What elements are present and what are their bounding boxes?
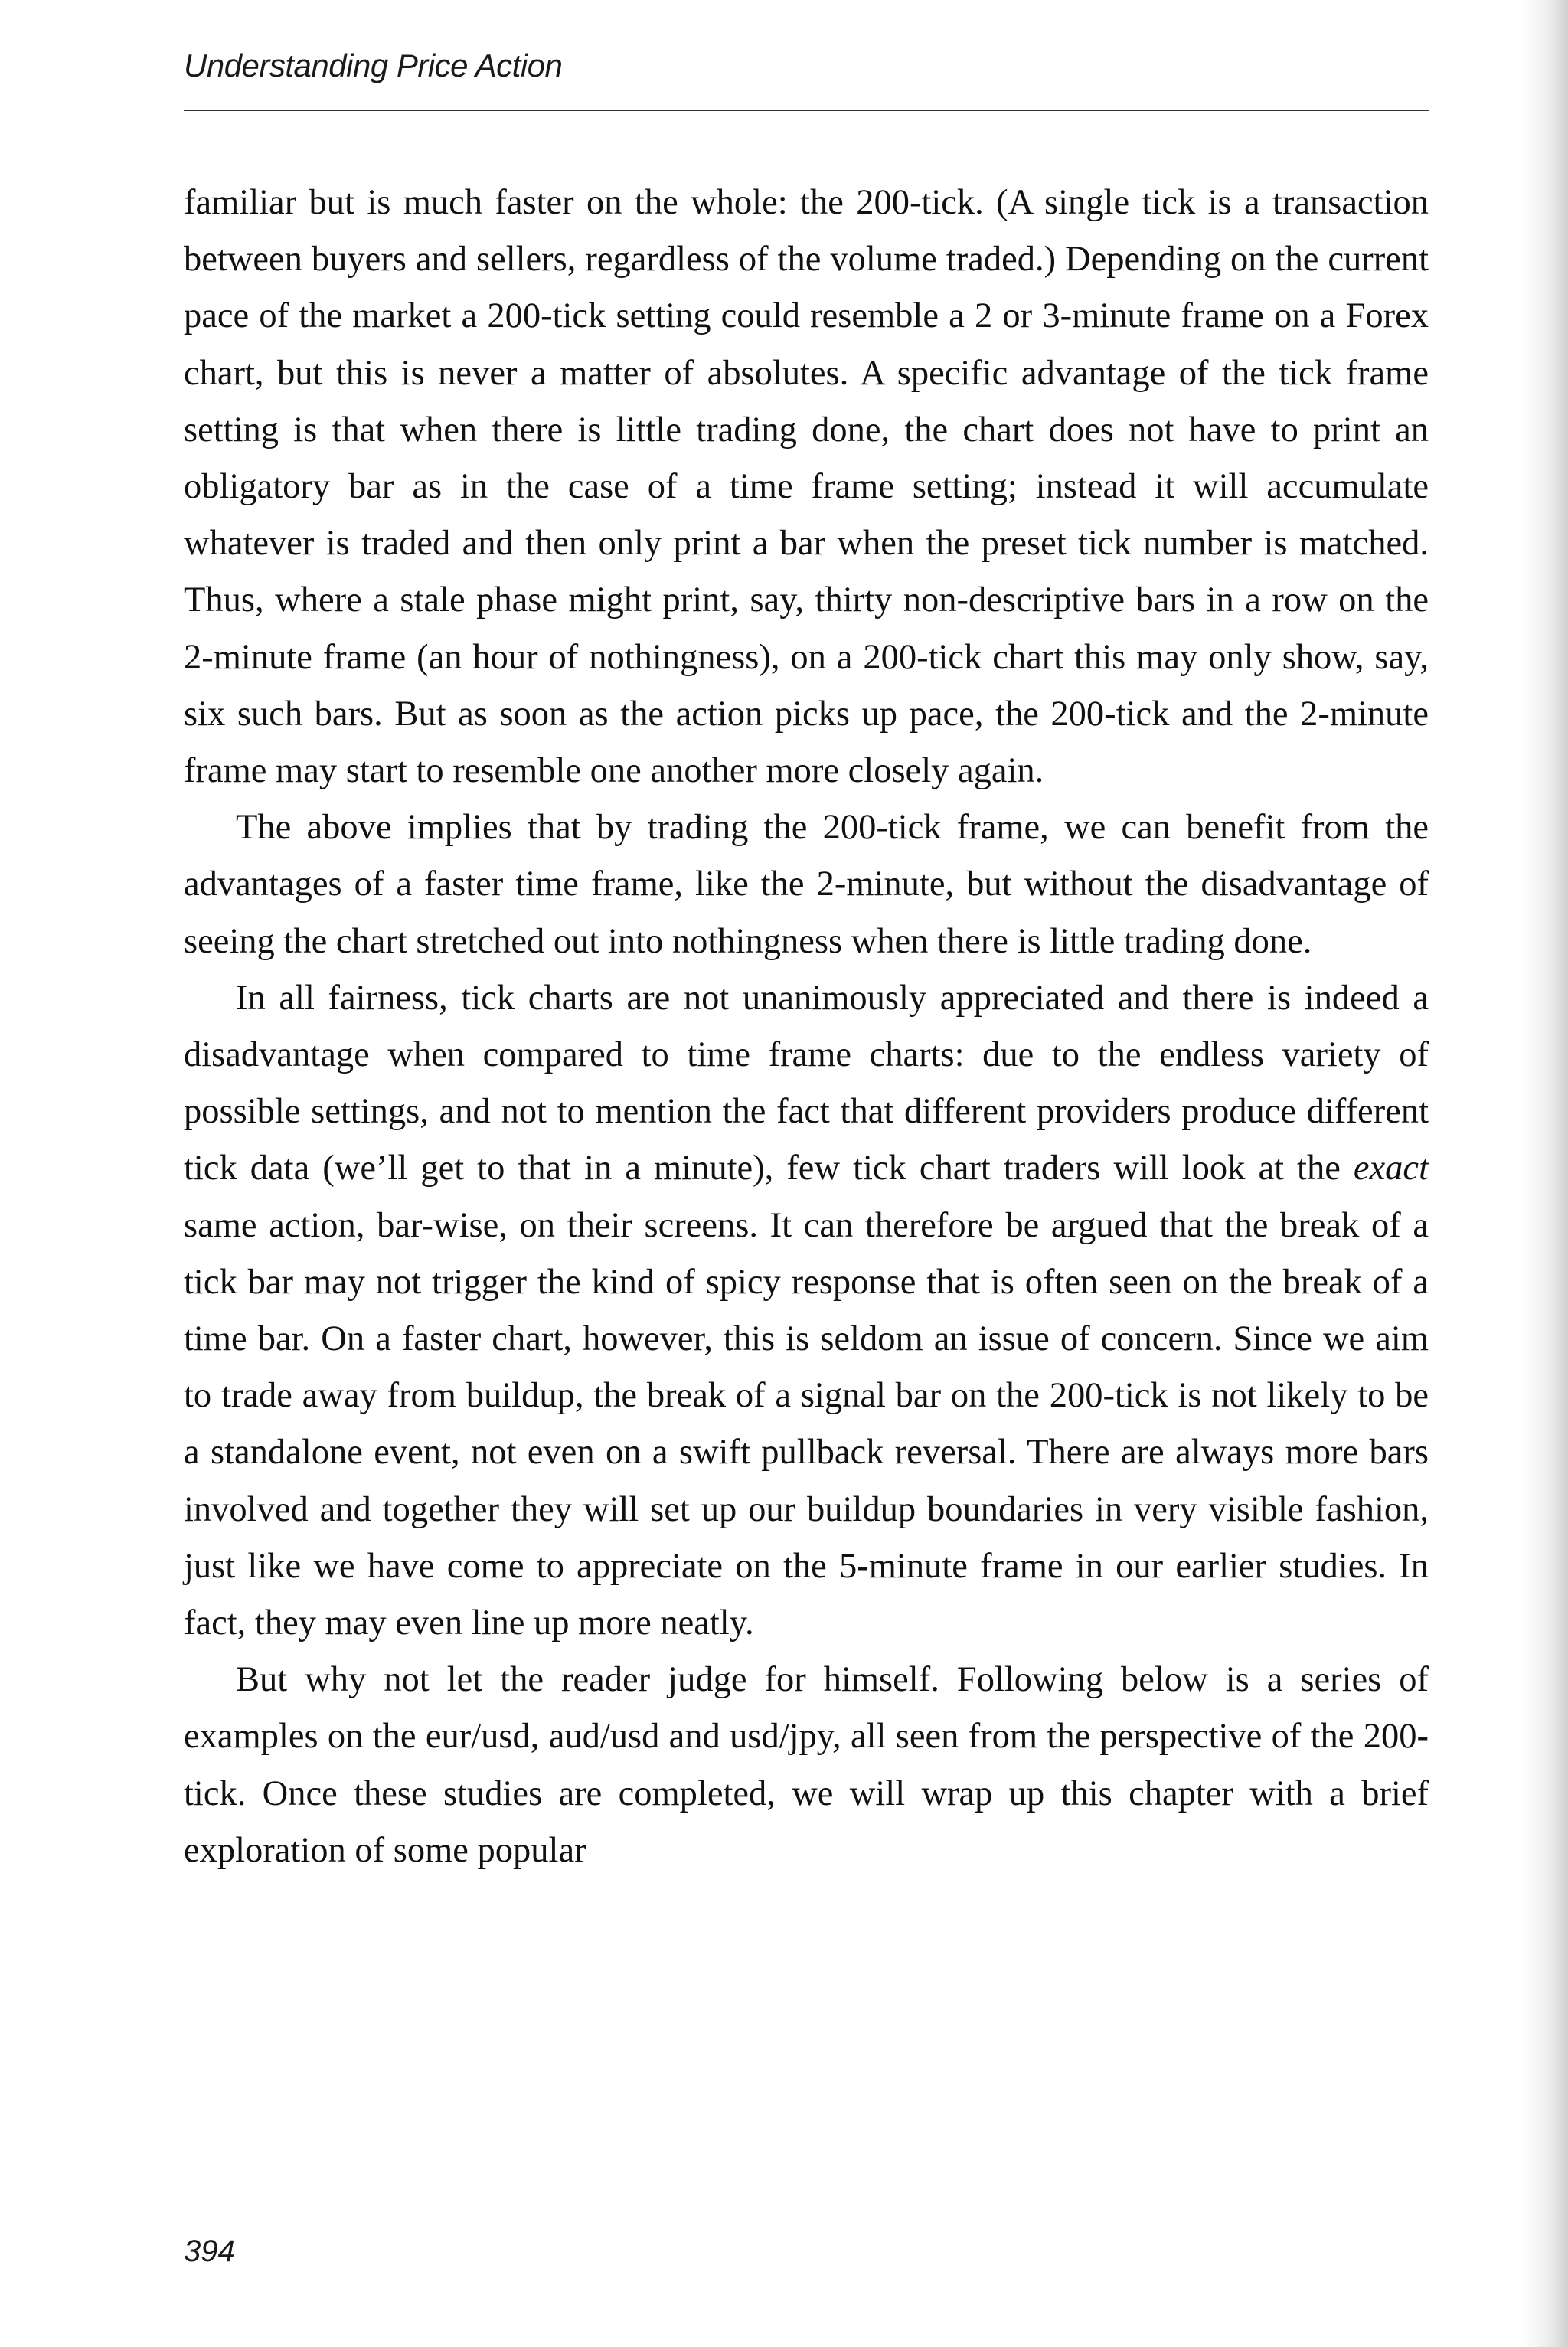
emphasis-word: exact: [1353, 1149, 1429, 1188]
paragraph: But why not let the reader judge for himself. Following below is a series of examples on the eur/usd, aud/usd and usd/jpy, all seen from the perspective of the 200-tick. Once these studies are completed, we will wrap up this chapter with a brief exploration of some popular: [184, 1660, 1429, 1870]
body-text: [184, 175, 1429, 1879]
header-rule: [184, 110, 1429, 111]
paragraph-text-before-emphasis: In all fairness, tick charts are not unanimously appreciated and there is indeed a disadvantage when compared to time frame charts: due to the endless variety of possible settings, and not to mention the fact that different providers produce different tick data (we’ll get to that in a minute), few tick chart traders will look at the: [184, 978, 1429, 1188]
paragraph-with-emphasis: [184, 970, 1429, 1652]
paragraph-continued: familiar but is much faster on the whole: the 200-tick. (A single tick is a transaction between buyers and sellers, regardless of the volume traded.) Depending on the current pace of the market a 200-tick setting could resemble a 2 or 3-minute frame on a Forex chart, but this is never a matter of absolutes. A specific advantage of the tick frame setting is that when there is little trading done, the chart does not have to print an obligatory bar as in the case of a time frame setting; instead it will accumulate whatever is traded and then only print a bar when the preset tick number is matched. Thus, where a stale phase might print, say, thirty non-descriptive bars in a row on the 2-minute frame (an hour of nothingness), on a 200-tick chart this may only show, say, six such bars. But as soon as the action picks up pace, the 200-tick and the 2-minute frame may start to resemble one another more closely again.: [184, 183, 1429, 791]
paragraph: The above implies that by trading the 200-tick frame, we can benefit from the advantages of a faster time frame, like the 2-minute, but without the disadvantage of seeing the chart stretched out into nothingness when there is little trading done.: [184, 808, 1429, 961]
paragraph-text-after-emphasis: same action, bar-wise, on their screens. It can therefore be argued that the break of a tick bar may not trigger the kind of spicy response that is often seen on the break of a time bar. On a faster chart, however, this is seldom an issue of concern. Since we aim to trade away from buildup, the break of a signal bar on the 200-tick is not likely to be a standalone event, not even on a swift pullback reversal. There are always more bars involved and together they will set up our buildup boundaries in very visible fashion, just like we have come to appreciate on the 5-minute frame in our earlier studies. In fact, they may even line up more neatly.: [184, 1205, 1429, 1643]
running-head: Understanding Price Action: [184, 47, 563, 83]
page-number: 394: [184, 2234, 235, 2268]
page-edge-shadow: [1522, 0, 1568, 2347]
